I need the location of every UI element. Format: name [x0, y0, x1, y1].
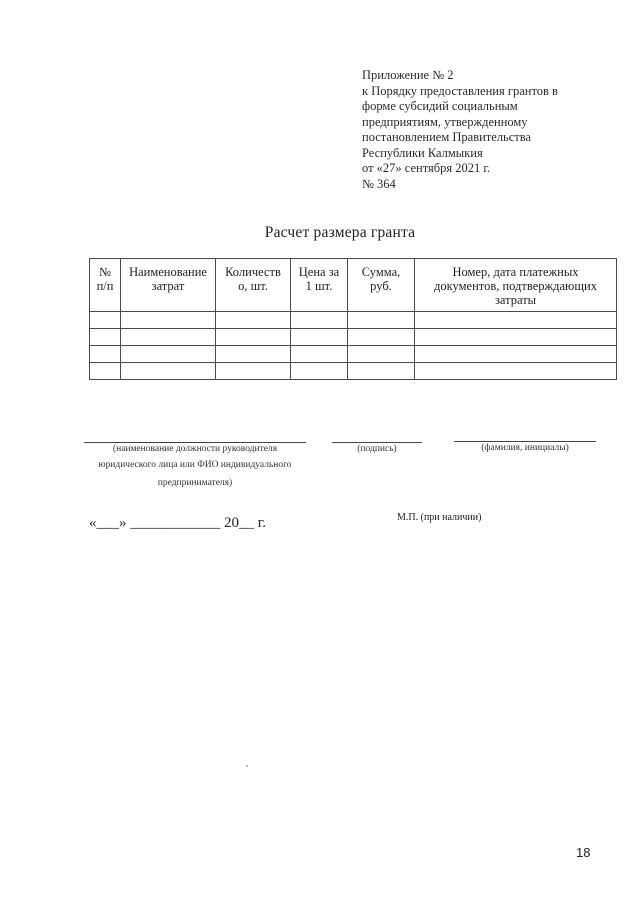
table-cell — [415, 363, 617, 380]
table-cell — [121, 363, 216, 380]
position-caption-line: предпринимателя) — [157, 478, 233, 488]
table-cell — [90, 363, 121, 380]
scan-speck — [246, 765, 248, 767]
header-cell-number: № п/п — [90, 259, 121, 312]
appendix-line: Приложение № 2 — [362, 68, 454, 82]
grant-calculation-table — [89, 258, 617, 380]
appendix-line: № 364 — [362, 176, 396, 191]
table-row — [90, 329, 617, 346]
table-cell — [348, 363, 415, 380]
table-cell — [216, 312, 291, 329]
header-cell-unit-price: Цена за 1 шт. — [291, 259, 348, 312]
table-cell — [415, 312, 617, 329]
table-cell — [291, 346, 348, 363]
stamp-note: М.П. (при наличии) — [397, 512, 482, 523]
appendix-line: форме субсидий социальным — [362, 99, 518, 113]
table-cell — [415, 329, 617, 346]
date-field: «___» ____________ 20__ г. — [89, 515, 266, 531]
document-title: Расчет размера гранта — [264, 224, 416, 241]
table-cell — [121, 346, 216, 363]
appendix-line: постановлением Правительства — [362, 130, 532, 144]
table-cell — [216, 363, 291, 380]
table-cell — [348, 312, 415, 329]
table-cell — [291, 312, 348, 329]
table-cell — [90, 312, 121, 329]
position-caption-line: юридического лица или ФИО индивидуального — [98, 460, 292, 470]
name-caption: (фамилия, инициалы) — [481, 443, 569, 453]
appendix-line: предприятиям, утвержденному — [362, 114, 528, 129]
signature-caption: (подпись) — [357, 444, 397, 454]
table-row — [90, 363, 617, 380]
table-cell — [121, 329, 216, 346]
table-cell — [415, 346, 617, 363]
page-number: 18 — [576, 845, 591, 860]
table-cell — [90, 329, 121, 346]
appendix-header — [362, 68, 612, 192]
table-cell — [216, 329, 291, 346]
appendix-line: к Порядку предоставления грантов в — [362, 83, 558, 98]
header-cell-cost-name: Наименование затрат — [121, 259, 216, 312]
table-cell — [291, 329, 348, 346]
table-cell — [90, 346, 121, 363]
position-caption-line: (наименование должности руководителя — [112, 444, 278, 454]
table-cell — [121, 312, 216, 329]
header-cell-quantity: Количеств о, шт. — [216, 259, 291, 312]
appendix-line: Республики Калмыкия — [362, 145, 483, 160]
table-cell — [216, 346, 291, 363]
header-cell-sum: Сумма, руб. — [348, 259, 415, 312]
table-cell — [291, 363, 348, 380]
appendix-line: от «27» сентября 2021 г. — [362, 161, 491, 175]
table-cell — [348, 329, 415, 346]
table-cell — [348, 346, 415, 363]
table-header-row — [90, 259, 617, 312]
table-row — [90, 346, 617, 363]
header-cell-payment-documents: Номер, дата платежных документов, подтверждающих затраты — [415, 259, 617, 312]
table-row — [90, 312, 617, 329]
